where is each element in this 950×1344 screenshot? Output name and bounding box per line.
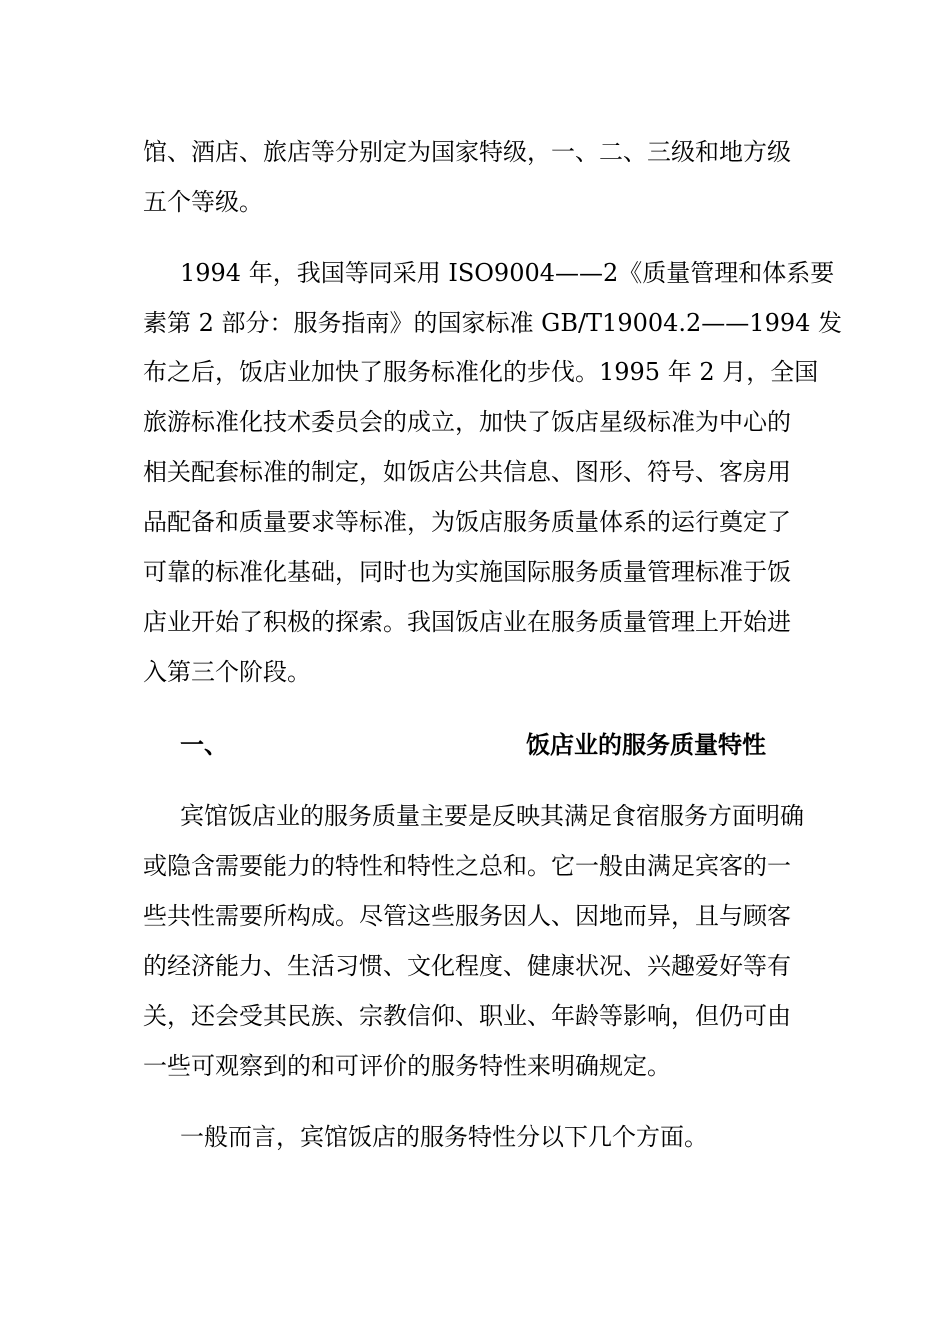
text-line: 宾馆饭店业的服务质量主要是反映其满足食宿服务方面明确: [180, 802, 804, 830]
text-line: 关，还会受其民族、宗教信仰、职业、年龄等影响，但仍可由: [143, 1002, 791, 1030]
text-line: 些共性需要所构成。尽管这些服务因人、因地而异，且与顾客: [143, 902, 791, 930]
section-number: 一、: [180, 731, 228, 759]
text-line: 旅游标准化技术委员会的成立，加快了饭店星级标准为中心的: [143, 408, 791, 436]
text-line: 一些可观察到的和可评价的服务特性来明确规定。: [143, 1052, 671, 1080]
text-line: 素第 2 部分：服务指南》的国家标准 GB/T19004.2——1994 发: [143, 309, 843, 337]
text-line: 五个等级。: [143, 188, 263, 216]
text-line: 或隐含需要能力的特性和特性之总和。它一般由满足宾客的一: [143, 852, 791, 880]
text-line: 可靠的标准化基础，同时也为实施国际服务质量管理标准于饭: [143, 558, 791, 586]
text-line: 品配备和质量要求等标准，为饭店服务质量体系的运行奠定了: [143, 508, 791, 536]
text-line: 相关配套标准的制定，如饭店公共信息、图形、符号、客房用: [143, 458, 791, 486]
text-line: 的经济能力、生活习惯、文化程度、健康状况、兴趣爱好等有: [143, 952, 791, 980]
text-line: 一般而言，宾馆饭店的服务特性分以下几个方面。: [180, 1123, 708, 1151]
text-line: 入第三个阶段。: [143, 658, 311, 686]
section-title: 饭店业的服务质量特性: [526, 731, 766, 759]
text-line: 1994 年，我国等同采用 ISO9004——2《质量管理和体系要: [180, 259, 835, 287]
text-line: 馆、酒店、旅店等分别定为国家特级，一、二、三级和地方级: [143, 138, 791, 166]
text-line: 店业开始了积极的探索。我国饭店业在服务质量管理上开始进: [143, 608, 791, 636]
text-line: 布之后，饭店业加快了服务标准化的步伐。1995 年 2 月，全国: [143, 358, 819, 386]
